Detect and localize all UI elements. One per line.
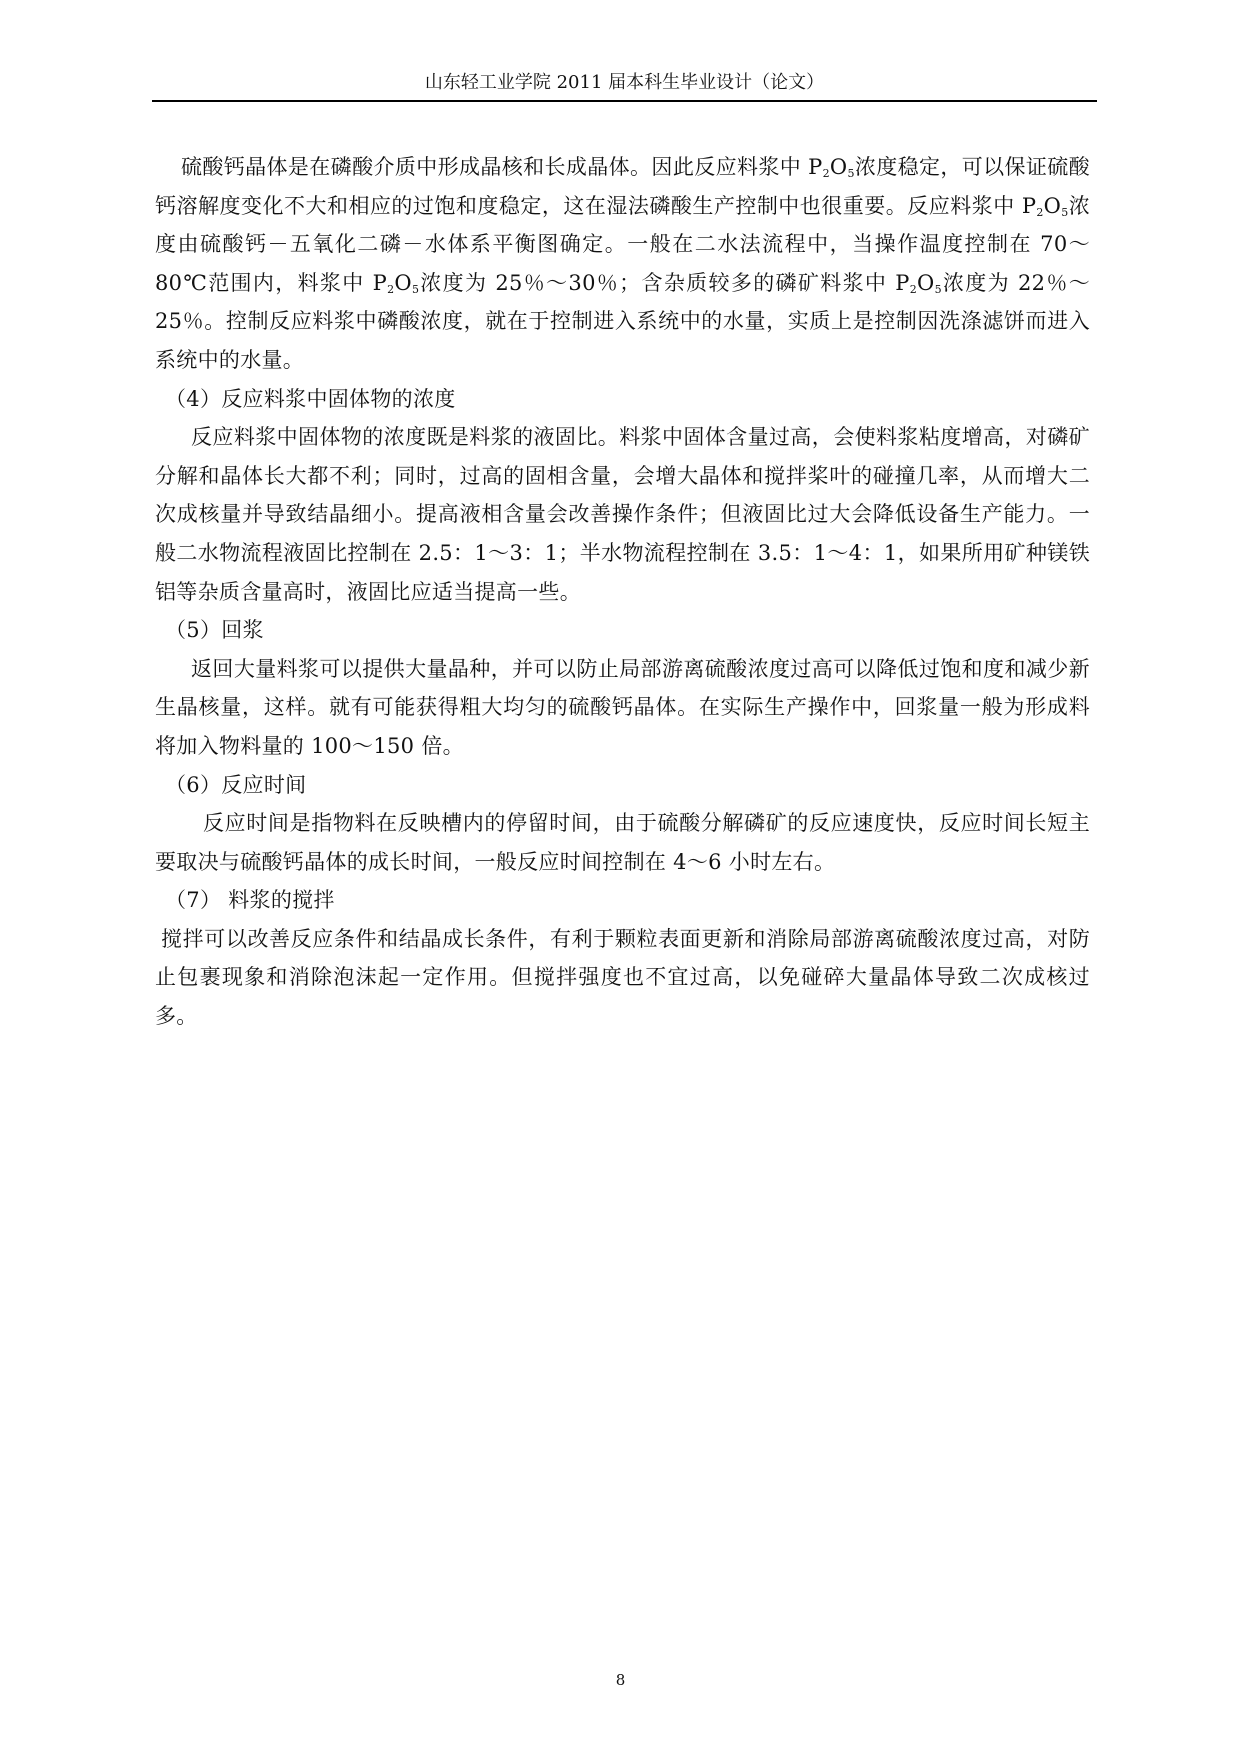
subscript: 2 [1036,205,1044,219]
subscript: 2 [909,282,918,296]
section-heading-6: （6）反应时间 [165,772,307,797]
subscript: 2 [387,282,395,296]
paragraph-reaction-time: 反应时间是指物料在反映槽内的停留时间，由于硫酸分解磷矿的反应速度快，反应时间长短主要取决与硫酸钙晶体的成长时间，一般反应时间控制在 4～6 小时左右。 [155,811,1090,874]
document-body [155,148,1090,1036]
paragraph-p2o5-concentration [155,148,1090,380]
paragraph-solid-concentration: 反应料浆中固体物的浓度既是料浆的液固比。料浆中固体含量过高，会使料浆粘度增高，对磷矿分解和晶体长大都不利；同时，过高的固相含量，会增大晶体和搅拌桨叶的碰撞几率，从而增大二次成核量并导致结晶细小。提高液相含量会改善操作条件；但液固比过大会降低设备生产能力。一般二水物流程液固比控制在 2.5：1～3：1；半水物流程控制在 3.5：1～4：1，如果所用矿种镁铁铝等杂质含量高时，液固比应适当提高一些。 [155,425,1090,604]
paragraph-slurry-stirring: 搅拌可以改善反应条件和结晶成长条件，有利于颗粒表面更新和消除局部游离硫酸浓度过高，对防止包裹现象和消除泡沫起一定作用。但搅拌强度也不宜过高，以免碰碎大量晶体导致二次成核过多。 [155,926,1090,1029]
text-run: 浓度稳定，可以保证硫酸钙溶解度变化不大和相应的过饱和度稳定，这在湿法磷酸生产控制中也很重要。反应料浆中 P [155,155,1090,218]
text-run: O [394,270,412,295]
section-heading-7: （7） 料浆的搅拌 [165,888,335,913]
text-run: 浓度为 22％～25％。控制反应料浆中磷酸浓度，就在于控制进入系统中的水量，实质上是控制因洗涤滤饼而进入系统中的水量。 [155,270,1091,372]
subscript: 5 [847,167,855,180]
subscript: 2 [822,167,830,180]
section-heading-5: （5）回浆 [165,618,264,643]
text-run: O [829,155,848,179]
header-divider [152,100,1097,102]
text-run: 浓度由硫酸钙－五氧化二磷－水体系平衡图确定。一般在二水法流程中，当操作温度控制在 70～80℃范围内，料浆中 P [155,193,1090,295]
subscript: 5 [1061,205,1069,219]
text-run: O [1043,193,1062,218]
text-run: O [917,270,935,295]
text-run: 硫酸钙晶体是在磷酸介质中形成晶核和长成晶体。因此反应料浆中 P [181,155,823,179]
page-number: 8 [615,1671,626,1689]
paragraph-slurry-return: 返回大量料浆可以提供大量晶种，并可以防止局部游离硫酸浓度过高可以降低过饱和度和减少新生晶核量，这样。就有可能获得粗大均匀的硫酸钙晶体。在实际生产操作中，回浆量一般为形成料将加入物料量的 100～150 倍。 [155,656,1090,758]
subscript: 5 [934,282,942,296]
section-heading-4: （4）反应料浆中固体物的浓度 [165,386,456,411]
subscript: 5 [411,282,420,296]
text-run: 浓度为 25％～30％；含杂质较多的磷矿料浆中 P [419,270,910,295]
header-title: 山东轻工业学院 2011 届本科生毕业设计（论文） [424,72,825,93]
